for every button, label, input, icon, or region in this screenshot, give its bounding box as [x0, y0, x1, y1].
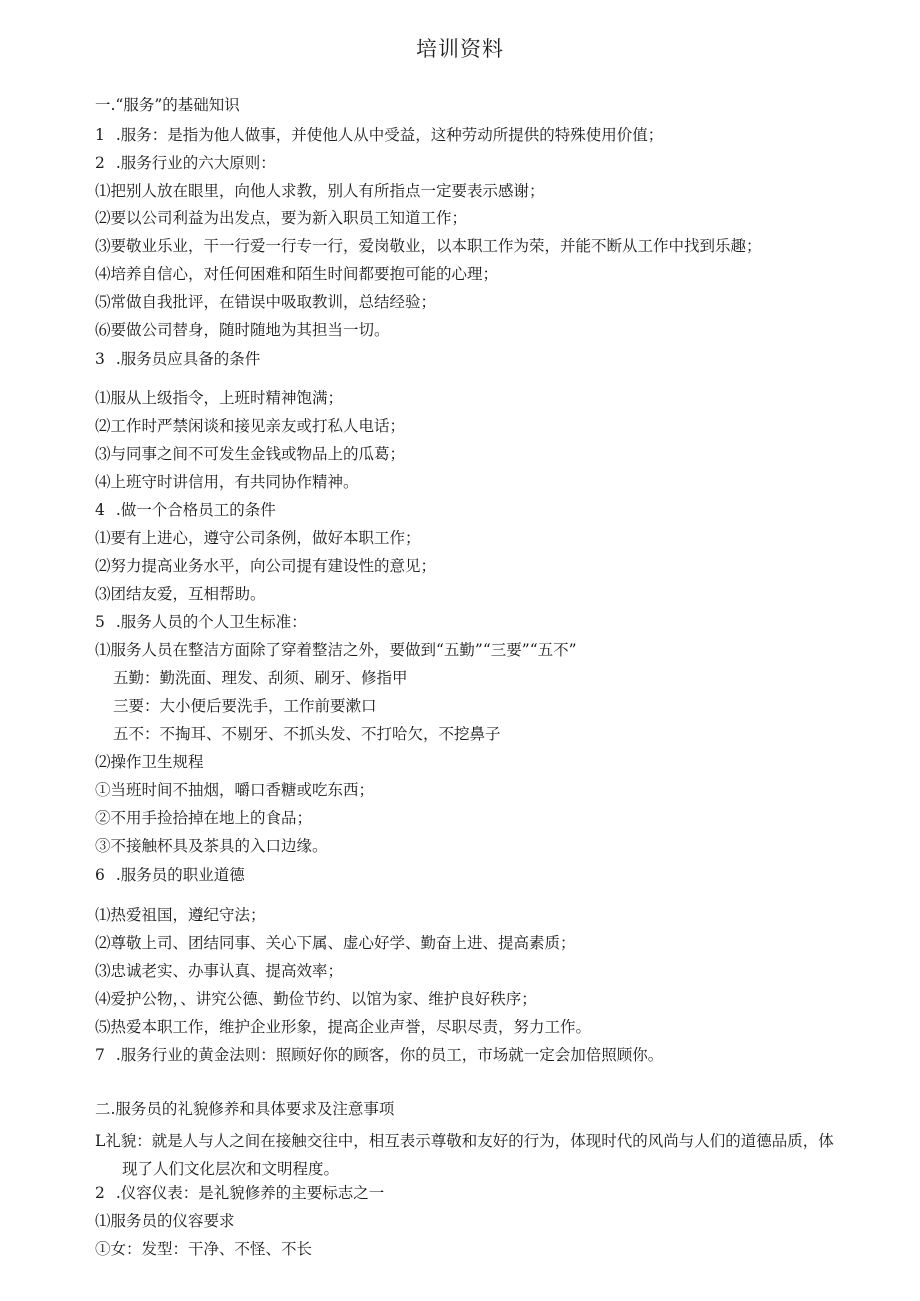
item-6: [95, 865, 245, 885]
item-2b: [95, 1183, 384, 1203]
item-text: .服务：是指为他人做事，并使他人从中受益，这种劳动所提供的特殊使用价值；: [115, 126, 664, 144]
item-3: [95, 349, 260, 369]
list-item: ⑵努力提高业务水平，向公司提有建设性的意见；: [95, 557, 437, 575]
item-text: .仪容仪表：是礼貌修养的主要标志之一: [115, 1184, 385, 1202]
list-item: ⑷培养自信心，对任何困难和陌生时间都要抱可能的心理；: [95, 265, 499, 283]
item-text: .服务员的职业道德: [115, 866, 245, 884]
list-subitem: 五勤：勤洗面、理发、刮须、刷牙、修指甲: [113, 669, 408, 687]
list-item: ①当班时间不抽烟，嚼口香糖或吃东西；: [95, 781, 375, 799]
list-item: ①女：发型：干净、不怪、不长: [95, 1240, 313, 1258]
list-item: ⑶团结友爱，互相帮助。: [95, 585, 266, 603]
item-5: [95, 612, 307, 632]
list-item: ⑸热爱本职工作，维护企业形象，提高企业声誉，尽职尽责，努力工作。: [95, 1018, 592, 1036]
item-number: 2: [95, 154, 105, 172]
item-number: 2: [95, 1184, 105, 1202]
list-item: ⑹要做公司替身，随时随地为其担当一切。: [95, 321, 390, 339]
item-2: [95, 153, 276, 173]
paragraph-text: L礼貌：就是人与人之间在接触交往中，相互表示尊敬和友好的行为，体现时代的风尚与人们的道德品质，体现了人们文化层次和文明程度。: [95, 1132, 834, 1178]
list-item: ⑵要以公司利益为出发点，要为新入职员工知道工作；: [95, 209, 468, 227]
item-number: 4: [95, 501, 105, 519]
list-item: ⑷爱护公物，、讲究公德、勤俭节约、以馆为家、维护良好秩序；: [95, 990, 537, 1008]
item-number: 6: [95, 866, 105, 884]
list-item: ⑶与同事之间不可发生金钱或物品上的瓜葛；: [95, 445, 406, 463]
list-item: ⑸常做自我批评，在错误中吸取教训，总结经验；: [95, 293, 437, 311]
list-item: ⑴要有上进心，遵守公司条例，做好本职工作；: [95, 529, 421, 547]
list-item: ⑵操作卫生规程: [95, 753, 204, 771]
list-item: ⑶要敬业乐业，干一行爱一行专一行，爱岗敬业，以本职工作为荣，并能不断从工作中找到乐趣；: [95, 237, 762, 255]
list-subitem: 五不：不掏耳、不剔牙、不抓头发、不打哈欠，不挖鼻子: [113, 725, 501, 743]
item-text: .服务行业的六大原则：: [115, 154, 276, 172]
item-text: .做一个合格员工的条件: [115, 501, 276, 519]
list-item: ⑷上班守时讲信用，有共同协作精神。: [95, 473, 359, 491]
item-number: 1: [95, 126, 105, 144]
list-item: ⑴热爱祖国，遵纪守法；: [95, 906, 266, 924]
list-item: ⑴服从上级指令，上班时精神饱满；: [95, 389, 344, 407]
list-item: ⑴服务员的仪容要求: [95, 1212, 235, 1230]
item-number: 3: [95, 350, 105, 368]
item-text: .服务行业的黄金法则：照顾好你的顾客，你的员工，市场就一定会加倍照顾你。: [115, 1046, 664, 1064]
item-text: .服务员应具备的条件: [115, 350, 261, 368]
list-item: ⑴服务人员在整洁方面除了穿着整洁之外，要做到“五勤”“三要”“五不”: [95, 641, 577, 659]
list-subitem: 三要：大小便后要洗手，工作前要漱口: [113, 697, 377, 715]
list-item: ⑶忠诚老实、办事认真、提高效率；: [95, 962, 344, 980]
paragraph-li-mao: [95, 1127, 835, 1183]
item-1: [95, 125, 663, 145]
item-4: [95, 500, 276, 520]
list-item: ⑵尊敬上司、团结同事、关心下属、虚心好学、勤奋上进、提高素质；: [95, 934, 576, 952]
list-item: ③不接触杯具及茶具的入口边缘。: [95, 837, 328, 855]
document-title: 培训资料: [416, 37, 504, 61]
item-text: .服务人员的个人卫生标准：: [115, 613, 307, 631]
item-number: 7: [95, 1046, 105, 1064]
list-item: ⑵工作时严禁闲谈和接见亲友或打私人电话；: [95, 417, 406, 435]
list-item: ②不用手捡拾掉在地上的食品；: [95, 809, 313, 827]
section-heading-2: 二.服务员的礼貌修养和具体要求及注意事项: [95, 1100, 395, 1118]
list-item: ⑴把别人放在眼里，向他人求教，别人有所指点一定要表示感谢；: [95, 182, 545, 200]
section-heading-1: 一.“服务”的基础知识: [95, 96, 240, 114]
item-number: 5: [95, 613, 105, 631]
item-7: [95, 1045, 663, 1065]
